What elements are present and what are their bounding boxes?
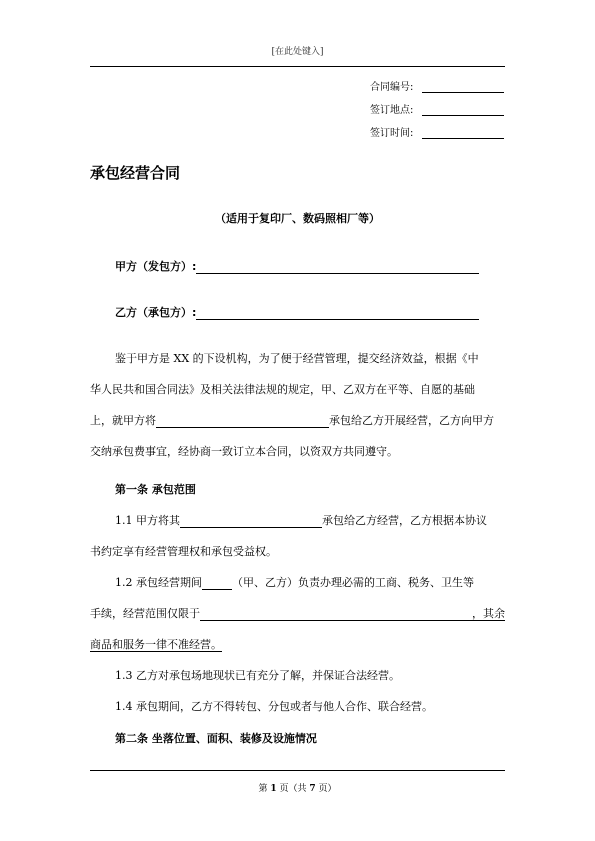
intro-line-3-start: 上，就甲方将 [90, 414, 156, 427]
footer-prefix: 第 [258, 784, 271, 794]
clause-1-4: 1.4 承包期间，乙方不得转包、分包或者与他人合作、联合经营。 [115, 700, 433, 713]
document-title: 承包经营合同 [90, 164, 181, 182]
contract-number-blank[interactable] [422, 82, 504, 93]
signing-place-row [370, 101, 504, 116]
clause-1-1-start: 1.1 甲方将其 [115, 514, 180, 527]
footer-middle: 页（共 [276, 784, 310, 794]
clause-1-3: 1.3 乙方对承包场地现状已有充分了解，并保证合法经营。 [115, 669, 400, 682]
clause-1-2-line-1 [115, 574, 474, 590]
signing-date-blank[interactable] [422, 128, 504, 139]
clause-1-2-end: （甲、乙方）负责办理必需的工商、税务、卫生等 [232, 576, 474, 589]
signing-place-label: 签订地点: [370, 105, 414, 116]
clause-1-2-line-2 [90, 605, 505, 621]
clause-1-2-party-blank[interactable] [202, 577, 232, 590]
footer-divider [90, 770, 505, 771]
clause-1-1-line-2: 书约定享有经营管理权和承包受益权。 [90, 545, 277, 558]
contracted-item-blank[interactable] [156, 415, 329, 428]
clause-1-1-line-1 [115, 512, 487, 528]
document-subtitle: （适用于复印厂、数码照相厂等） [215, 212, 380, 225]
party-b-row [115, 304, 479, 320]
intro-line-1: 鉴于甲方是 XX 的下设机构，为了便于经营管理，提交经济效益，根据《中 [115, 352, 479, 365]
section-1-heading: 第一条 承包范围 [115, 483, 196, 496]
signing-date-label: 签订时间: [370, 128, 414, 139]
intro-line-4: 交纳承包费事宜，经协商一致订立本合同，以资双方共同遵守。 [90, 445, 398, 458]
party-a-blank[interactable] [196, 261, 479, 274]
contract-number-row [370, 78, 504, 93]
clause-1-2-start: 1.2 承包经营期间 [115, 576, 202, 589]
party-a-label: 甲方（发包方）: [115, 260, 197, 273]
party-b-blank[interactable] [196, 307, 479, 320]
party-a-row [115, 258, 479, 274]
party-b-label: 乙方（承包方）: [115, 306, 197, 319]
footer-suffix: 页） [315, 784, 337, 794]
total-page-count: 7 [309, 784, 316, 794]
contract-number-label: 合同编号: [370, 82, 414, 93]
current-page-number: 1 [270, 784, 277, 794]
business-scope-blank[interactable] [200, 608, 472, 621]
intro-line-2: 华人民共和国合同法》及相关法律法规的规定，甲、乙双方在平等、自愿的基础 [90, 383, 475, 396]
page-header: [在此处键入] [271, 47, 324, 57]
intro-line-3 [90, 412, 494, 428]
clause-1-1-blank[interactable] [180, 515, 322, 528]
signing-place-blank[interactable] [422, 105, 504, 116]
clause-1-2-line-3-text: 商品和服务一律不准经营。 [90, 638, 222, 651]
header-divider [90, 66, 505, 67]
clause-1-2-line-2-start: 手续，经营范围仅限于 [90, 607, 200, 620]
clause-1-2-line-3 [90, 636, 222, 652]
clause-1-1-end: 承包给乙方经营，乙方根据本协议 [322, 514, 487, 527]
clause-1-2-line-2-end: ，其余 [472, 607, 505, 620]
section-2-heading: 第二条 坐落位置、面积、装修及设施情况 [115, 732, 317, 745]
intro-line-3-end: 承包给乙方开展经营，乙方向甲方 [329, 414, 494, 427]
signing-date-row [370, 124, 504, 139]
page-footer [0, 781, 595, 794]
